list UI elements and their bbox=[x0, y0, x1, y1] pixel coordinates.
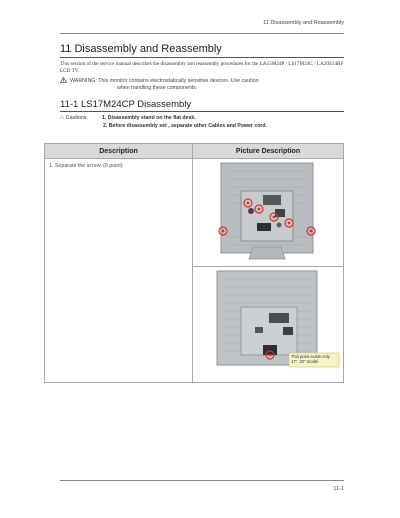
subsection-title-rule bbox=[60, 111, 344, 112]
header-description: Description bbox=[45, 144, 193, 159]
picture-cell-1 bbox=[193, 159, 344, 267]
description-cell bbox=[45, 159, 193, 383]
table-row bbox=[45, 159, 344, 267]
cautions-label-wrap bbox=[60, 114, 102, 122]
cautions-label: Cautions: bbox=[65, 115, 88, 121]
caution-item-1: 1. Disassembly stand on the flat desk. bbox=[102, 115, 196, 121]
header-picture-description: Picture Description bbox=[193, 144, 344, 159]
photo-note-text: This point exists only 17", 20" model bbox=[291, 354, 330, 364]
caution-item-2: 2. Before disassembly set , separate other Cables and Power cord. bbox=[103, 123, 268, 129]
cautions-block bbox=[60, 114, 350, 130]
monitor-back-photo-1 bbox=[193, 159, 343, 261]
warning-triangle-icon bbox=[60, 77, 67, 83]
section-title-rule bbox=[60, 57, 344, 58]
warning-text-line1: This monitor contains electrostatically sensitive devices. Use caution bbox=[98, 78, 259, 84]
subsection-title: 11-1 LS17M24CP Disassembly bbox=[60, 99, 192, 110]
table-header-row bbox=[45, 144, 344, 159]
header-rule bbox=[60, 33, 344, 34]
footer-rule bbox=[60, 480, 344, 481]
step-1-text: 1. Separate the screw. (6 point) bbox=[49, 163, 123, 169]
page-number: 11-1 bbox=[333, 486, 344, 492]
cautions-bullet-icon: ∴ bbox=[60, 115, 64, 121]
monitor-back-photo-2 bbox=[193, 267, 343, 377]
section-title: 11 Disassembly and Reassembly bbox=[60, 43, 222, 55]
running-header: 11 Disassembly and Reassembly bbox=[263, 20, 344, 26]
intro-paragraph: This section of the service manual describes the disassembly and reassembly procedures for the LA15M24P / LS17M24C / LA20S14RF LCD TV. bbox=[60, 61, 344, 74]
disassembly-table bbox=[44, 143, 344, 383]
warning-notice bbox=[60, 77, 350, 92]
picture-cell-2 bbox=[193, 267, 344, 383]
warning-text-line2: when handling these components. bbox=[117, 85, 198, 91]
warning-label: WARNING: bbox=[70, 78, 97, 84]
